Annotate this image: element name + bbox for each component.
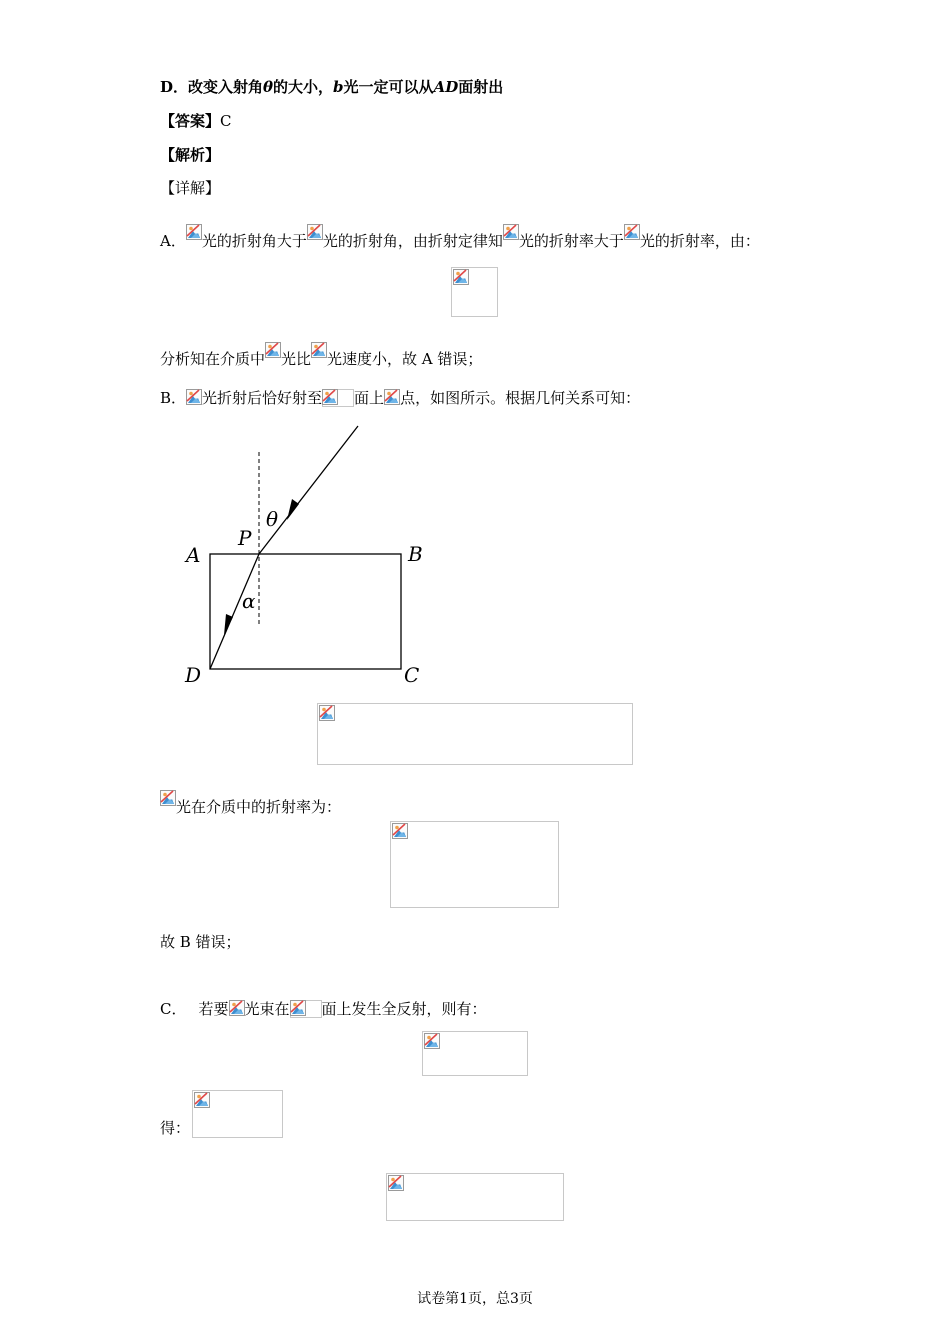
refracted-arrow bbox=[224, 614, 233, 635]
line-c-text-2: 光束在 bbox=[244, 1000, 290, 1018]
formula-image-frame bbox=[422, 1031, 528, 1076]
broken-image-icon bbox=[392, 823, 408, 839]
label-d: D bbox=[185, 663, 202, 687]
formula-image-frame bbox=[317, 703, 633, 765]
line-c-text-1: 若要 bbox=[198, 1000, 229, 1018]
broken-image-icon bbox=[319, 705, 335, 721]
line-b2-text-1: 光在介质中的折射率为： bbox=[176, 798, 342, 816]
incident-ray bbox=[259, 426, 358, 554]
b-symbol: b bbox=[333, 78, 344, 96]
broken-image-icon bbox=[388, 1175, 404, 1191]
broken-image-glyph bbox=[290, 1000, 306, 1016]
broken-image-icon bbox=[160, 790, 176, 806]
line-b-text-3: 点，如图所示。根据几何关系可知： bbox=[400, 389, 641, 407]
option-d-text-2: 光一定可以从 bbox=[343, 78, 434, 96]
analysis-label: 【解析】 bbox=[160, 146, 221, 164]
broken-image-icon bbox=[194, 1092, 210, 1108]
line-b3-text-1: 故 B 错误； bbox=[160, 933, 241, 951]
line-c2-text-1: 得： bbox=[160, 1119, 191, 1137]
detail-label: 【详解】 bbox=[160, 179, 221, 197]
broken-image-glyph bbox=[160, 790, 176, 806]
line-b-text-2: 面上 bbox=[354, 389, 385, 407]
ad-symbol: AD bbox=[433, 78, 459, 96]
line-a2-text-1: 分析知在介质中 bbox=[160, 350, 266, 368]
option-d-label: D．改变入射角 bbox=[160, 78, 264, 96]
line-a2-text-3: 光速度小，故 A 错误； bbox=[327, 350, 483, 368]
option-d-text-1: 的大小， bbox=[273, 78, 334, 96]
line-b-text-1: 光折射后恰好射至 bbox=[202, 389, 323, 407]
line-c2 bbox=[160, 1118, 190, 1138]
label-p: P bbox=[238, 526, 252, 550]
broken-image-icon bbox=[229, 1000, 245, 1016]
formula-image-frame bbox=[192, 1090, 283, 1138]
label-b: B bbox=[408, 542, 423, 566]
line-a-text-3: 光的折射率大于 bbox=[518, 232, 624, 250]
theta-symbol: θ bbox=[263, 78, 274, 96]
prism-rectangle bbox=[210, 554, 401, 669]
line-a-prefix: A． bbox=[160, 232, 186, 250]
line-a-text-4: 光的折射率，由： bbox=[639, 232, 760, 250]
incident-arrow bbox=[287, 499, 299, 520]
label-c: C bbox=[404, 663, 420, 687]
line-a2-text-2: 光比 bbox=[281, 350, 312, 368]
line-c-text-3: 面上发生全反射，则有： bbox=[321, 1000, 487, 1018]
label-a: A bbox=[186, 543, 201, 567]
broken-image-icon bbox=[424, 1033, 440, 1049]
label-alpha: α bbox=[242, 589, 256, 613]
line-c-prefix: C． bbox=[160, 1000, 187, 1018]
page-footer: 试卷第1页，总3页 bbox=[417, 1291, 533, 1307]
line-a-text-2: 光的折射角，由折射定律知 bbox=[322, 232, 503, 250]
line-b-prefix: B． bbox=[160, 389, 187, 407]
line-a-text-1: 光的折射角大于 bbox=[201, 232, 307, 250]
formula-image-frame bbox=[390, 821, 559, 908]
broken-image-icon bbox=[290, 1000, 322, 1016]
answer-value: C bbox=[220, 112, 232, 130]
line-c bbox=[160, 999, 487, 1019]
formula-image-frame bbox=[386, 1173, 564, 1221]
label-theta: θ bbox=[266, 507, 279, 531]
answer-label: 【答案】 bbox=[160, 112, 221, 130]
line-b2 bbox=[160, 790, 341, 817]
option-d-text-3: 面射出 bbox=[458, 78, 504, 96]
broken-image-glyph bbox=[229, 1000, 245, 1016]
line-b3 bbox=[160, 932, 241, 952]
